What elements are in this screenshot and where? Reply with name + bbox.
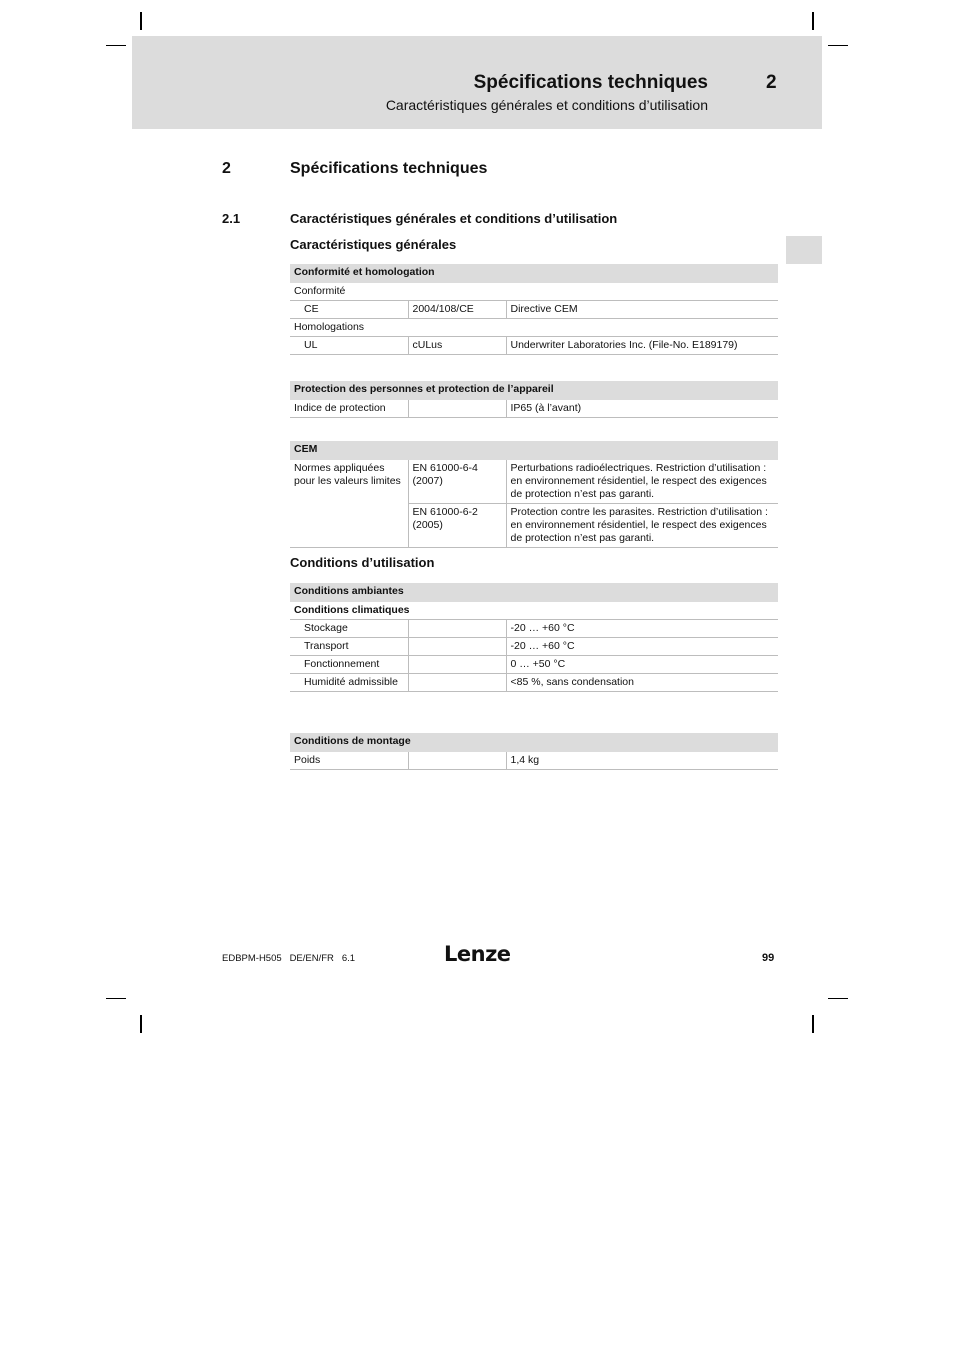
conformity-table (290, 264, 778, 355)
ambient-table (290, 583, 778, 692)
section-number: 2 (222, 160, 231, 177)
table-cell: Perturbations radioélectriques. Restriction d’utilisation : en environnement résidentiel, le respect des exigences de protection n’est pas garanti. (506, 460, 778, 504)
table-header: Conformité et homologation (290, 264, 778, 283)
heading-general: Caractéristiques générales (290, 237, 457, 252)
table-cell (408, 620, 506, 638)
table-cell: <85 %, sans condensation (506, 674, 778, 692)
table-cell: CE (290, 301, 408, 319)
row-label: Conformité (294, 285, 346, 297)
table-cell: Protection contre les parasites. Restriction d’utilisation : en environnement résidentiel, le respect des exigences de protection n’est pas garanti. (506, 504, 778, 548)
subsection-number: 2.1 (222, 211, 241, 226)
table-cell: cULus (408, 337, 506, 355)
table-cell: Fonctionnement (290, 656, 408, 674)
row-label: Homologations (294, 321, 365, 333)
section-title: Spécifications techniques (290, 160, 488, 177)
chapter-side-tab (786, 236, 822, 264)
crop-mark (140, 12, 142, 30)
table-cell: Transport (290, 638, 408, 656)
table-cell: 0 … +50 °C (506, 656, 778, 674)
protection-table (290, 381, 778, 418)
emc-table (290, 441, 778, 548)
table-cell: EN 61000-6-2 (2005) (408, 504, 506, 548)
table-cell: 1,4 kg (506, 752, 778, 770)
subsection-title: Caractéristiques générales et conditions d’utilisation (290, 211, 618, 226)
page-number: 99 (762, 952, 775, 964)
table-cell: IP65 (à l’avant) (506, 400, 778, 418)
header-title: Spécifications techniques (473, 72, 708, 93)
table-cell: Directive CEM (506, 301, 778, 319)
table-header: Protection des personnes et protection de l’appareil (290, 381, 778, 400)
table-header: CEM (290, 441, 778, 460)
header-chapter-number: 2 (766, 72, 777, 93)
table-cell: Stockage (290, 620, 408, 638)
table-cell: -20 … +60 °C (506, 620, 778, 638)
crop-mark (828, 998, 848, 999)
table-cell (408, 752, 506, 770)
table-header: Conditions ambiantes (290, 583, 778, 602)
heading-conditions: Conditions d’utilisation (290, 555, 435, 570)
crop-mark (106, 45, 126, 46)
table-cell: Normes appliquées pour les valeurs limites (290, 460, 408, 548)
table-cell (408, 638, 506, 656)
table-cell: EN 61000-6-4 (2007) (408, 460, 506, 504)
lenze-logo: Lenze (444, 942, 511, 966)
table-cell (408, 656, 506, 674)
document-reference: EDBPM-H505 DE/EN/FR 6.1 (222, 953, 356, 964)
table-cell: Indice de protection (290, 400, 408, 418)
table-cell: Poids (290, 752, 408, 770)
table-cell: 2004/108/CE (408, 301, 506, 319)
table-cell: -20 … +60 °C (506, 638, 778, 656)
table-subheader: Conditions climatiques (294, 604, 410, 616)
crop-mark (812, 1015, 814, 1033)
table-cell: Humidité admissible (290, 674, 408, 692)
table-cell (408, 674, 506, 692)
table-cell (408, 400, 506, 418)
crop-mark (812, 12, 814, 30)
header-subtitle: Caractéristiques générales et conditions d’utilisation (385, 97, 708, 113)
crop-mark (828, 45, 848, 46)
table-header: Conditions de montage (290, 733, 778, 752)
table-cell: Underwriter Laboratories Inc. (File-No. E189179) (506, 337, 778, 355)
crop-mark (106, 998, 126, 999)
mounting-table (290, 733, 778, 770)
table-cell: UL (290, 337, 408, 355)
crop-mark (140, 1015, 142, 1033)
